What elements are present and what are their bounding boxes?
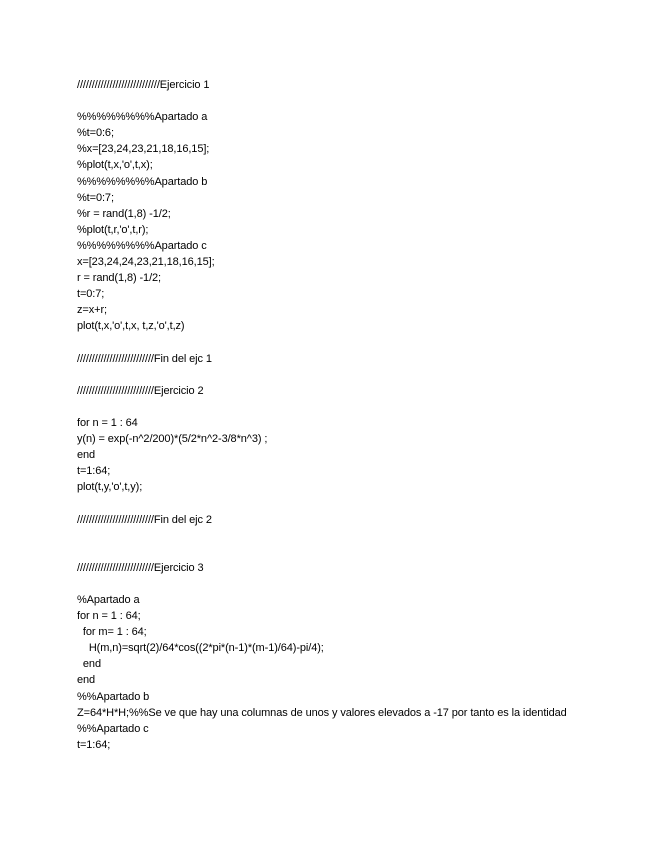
code-line: end [77,658,101,671]
blank-line [77,399,577,415]
code-line: %t=0:6; [77,127,114,140]
document-body [77,77,577,753]
code-line: for m= 1 : 64; [77,626,147,639]
code-line: for n = 1 : 64 [77,416,138,429]
blank-line [77,528,577,560]
code-line: %t=0:7; [77,191,114,204]
section-heading-ejercicio-3: //////////////////////////Ejercicio 3 [77,561,204,574]
section-heading-ejercicio-2: //////////////////////////Ejercicio 2 [77,384,204,397]
code-line: end [77,449,96,462]
code-line: x=[23,24,24,23,21,18,16,15]; [77,256,215,269]
code-line: z=x+r; [77,304,107,317]
code-line: plot(t,x,'o',t,x, t,z,'o',t,z) [77,320,185,333]
code-line: %%%%%%%%Apartado a [77,111,208,124]
code-line: y(n) = exp(-n^2/200)*(5/2*n^2-3/8*n^3) ; [77,433,268,446]
blank-line [77,335,577,351]
code-line: %%Apartado c [77,722,149,735]
blank-line [77,367,577,383]
code-line: %r = rand(1,8) -1/2; [77,207,171,220]
section-footer-ejercicio-2: //////////////////////////Fin del ejc 2 [77,513,212,526]
code-line: t=0:7; [77,288,105,301]
code-line: %Apartado a [77,594,140,606]
blank-line [77,576,577,592]
blank-line [77,495,577,511]
code-line: plot(t,y,'o',t,y); [77,481,143,494]
code-line: %plot(t,r,'o',t,r); [77,223,149,236]
section-heading-ejercicio-1: ////////////////////////////Ejercicio 1 [77,79,210,91]
code-line: t=1:64; [77,738,111,751]
code-line: H(m,n)=sqrt(2)/64*cos((2*pi*(n-1)*(m-1)/64)-pi/4); [77,642,324,655]
code-line: t=1:64; [77,465,111,478]
code-line: Z=64*H*H;%%Se ve que hay una columnas de unos y valores elevados a -17 por tanto es la identidad [77,706,567,719]
code-line: %%Apartado b [77,690,150,703]
code-line: %%%%%%%%Apartado b [77,175,208,188]
code-line: end [77,674,96,687]
section-footer-ejercicio-1: //////////////////////////Fin del ejc 1 [77,352,212,365]
code-line: %x=[23,24,23,21,18,16,15]; [77,143,210,156]
code-line: for n = 1 : 64; [77,610,141,623]
blank-line [77,93,577,109]
code-line: %plot(t,x,'o',t,x); [77,159,153,172]
code-line: r = rand(1,8) -1/2; [77,272,162,285]
code-line: %%%%%%%%Apartado c [77,239,207,252]
